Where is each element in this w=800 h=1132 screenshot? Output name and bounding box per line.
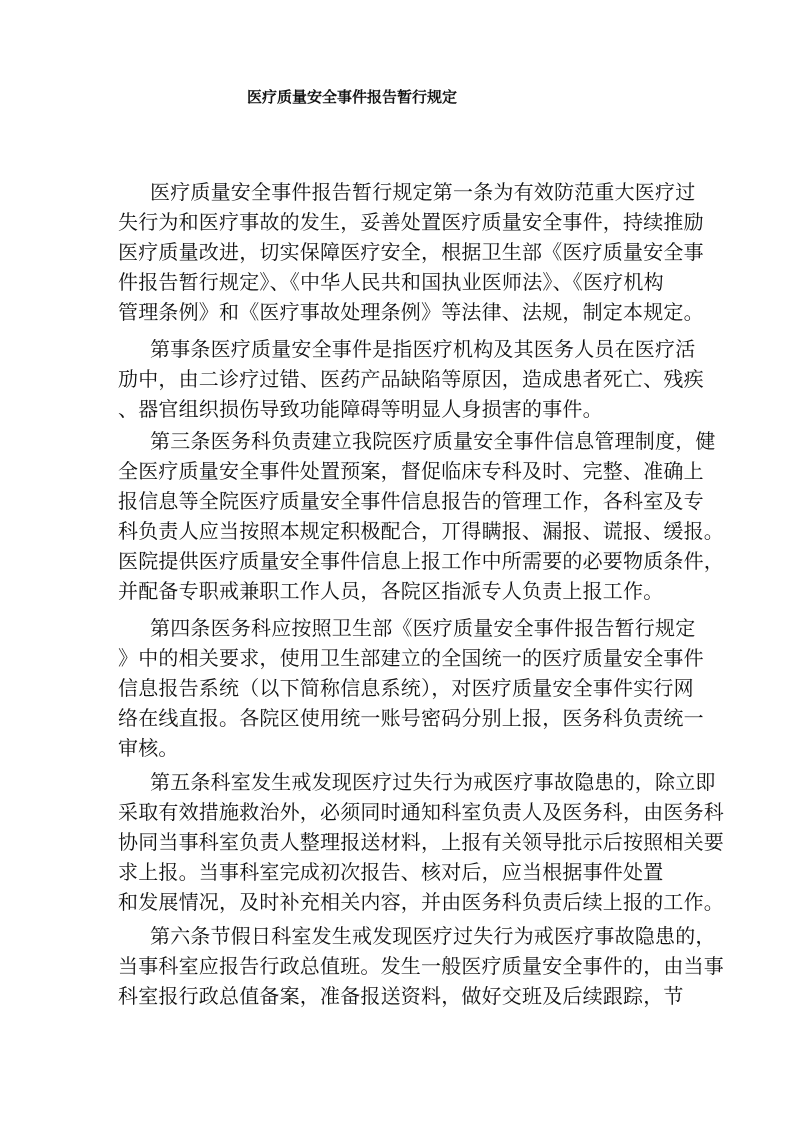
text-line: 第事条医疗质量安全事件是指医疗机构及其医务人员在医疗活 [150,337,696,361]
text-line: 当事科室应报告行政总值班。发生一般医疗质量安全事件的，由当事 [118,954,724,978]
paragraph-article-2 [118,334,718,424]
text-line: 求上报。当事科室完成初次报告、核对后，应当根据事件处置 [118,860,664,884]
text-line: 并配备专职戒兼职工作人员，各院区指派专人负责上报工作。 [118,579,664,603]
text-line: 和发展情况，及时补充相关内容，并由医务科负责后续上报的工作。 [118,890,724,914]
text-line: 医疗质量安全事件报告暂行规定第一条为有效防范重大医疗过 [150,180,696,204]
document-title: 医疗质量安全事件报告暂行规定 [247,88,458,106]
text-line: 报信息等全院医疗质量安全事件信息报告的管理工作，各科室及专 [118,489,704,513]
text-line: 医疗质量改进，切实保障医疗安全，根据卫生部《医疗质量安全事 [118,240,704,264]
paragraph-article-6 [118,921,724,1011]
text-line: 管理条例》和《医疗事故处理条例》等法律、法规，制定本规定。 [118,300,704,324]
text-line: 、器官组织损伤导致功能障碍等明显人身损害的事件。 [118,397,603,421]
paragraph-article-3 [118,426,724,606]
text-line: 第三条医务科负责建立我院医疗质量安全事件信息管理制度，健 [150,429,716,453]
text-line: 》中的相关要求，使用卫生部建立的全国统一的医疗质量安全事件 [118,646,704,670]
text-line: 件报告暂行规定》、《中华人民共和国执业医师法》、《医疗机构 [118,270,664,294]
text-line: 审核。 [118,736,179,760]
text-line: 科负责人应当按照本规定积极配合，丌得瞒报、漏报、谎报、缓报。 [118,519,724,543]
text-line: 第四条医务科应按照卫生部《医疗质量安全事件报告暂行规定 [150,616,696,640]
paragraph-article-5 [118,767,724,917]
text-line: 医院提供医疗质量安全事件信息上报工作中所需要的必要物质条件， [118,549,724,573]
text-line: 劢中，由二诊疗过错、医药产品缺陷等原因，造成患者死亡、残疾 [118,367,704,391]
paragraph-article-1 [118,177,718,327]
text-line: 科室报行政总值备案，准备报送资料，做好交班及后续跟踪，节 [118,984,684,1008]
text-line: 第六条节假日科室发生戒发现医疗过失行为戒医疗事故隐患的， [150,924,716,948]
text-line: 络在线直报。各院区使用统一账号密码分别上报，医务科负责统一 [118,706,704,730]
text-line: 信息报告系统（以下简称信息系统），对医疗质量安全事件实行网 [118,676,694,700]
text-line: 采取有效措施救治外，必须同时通知科室负责人及医务科，由医务科 [118,800,724,824]
text-line: 全医疗质量安全事件处置预案，督促临床专科及时、完整、准确上 [118,459,704,483]
text-line: 协同当事科室负责人整理报送材料，上报有关领导批示后按照相关要 [118,830,724,854]
text-line: 第五条科室发生戒发现医疗过失行为戒医疗事故隐患的，除立即 [150,770,716,794]
text-line: 失行为和医疗事故的发生，妥善处置医疗质量安全事件，持续推励 [118,210,704,234]
paragraph-article-4 [118,613,718,763]
